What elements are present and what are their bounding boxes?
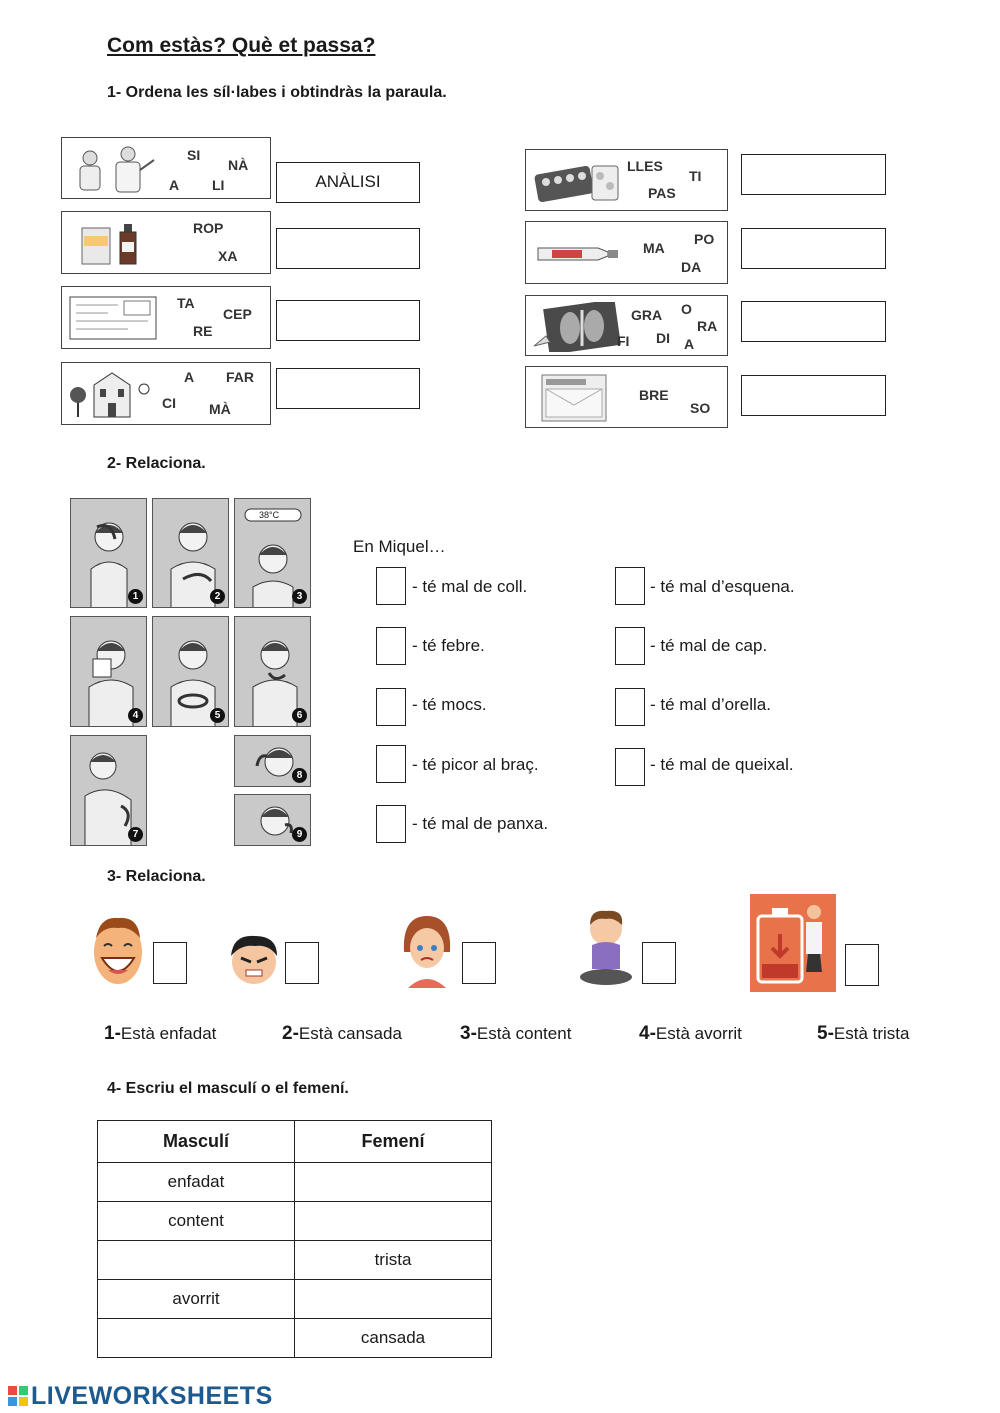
symptom-picture	[234, 498, 311, 608]
statement: - té mal de queixal.	[650, 755, 794, 774]
symptom-picture	[152, 498, 229, 608]
prescription-icon	[68, 293, 158, 343]
syllable: FI	[617, 333, 630, 349]
emotion-item	[460, 1023, 571, 1045]
picture-number: 3	[292, 589, 307, 604]
symptom-picture	[234, 794, 311, 846]
emotion-label: Està trista	[833, 1024, 910, 1043]
emotion-label: Està avorrit	[655, 1024, 742, 1043]
syllable-card	[61, 137, 271, 199]
table-cell-input[interactable]	[295, 1202, 492, 1241]
logo-grid-icon	[8, 1386, 28, 1406]
section4-heading: 4- Escriu el masculí o el femení.	[107, 1080, 349, 1097]
emotion-item	[104, 1023, 216, 1045]
emotion-item	[817, 1023, 910, 1045]
syllable: LI	[212, 177, 225, 193]
syllable: SO	[690, 400, 711, 416]
table-cell: avorrit	[98, 1280, 295, 1319]
syrup-bottle-icon	[68, 218, 158, 268]
symptom-picture	[234, 735, 311, 787]
answer-input[interactable]	[276, 300, 420, 341]
table-row	[98, 1319, 492, 1358]
syllable: DA	[681, 259, 702, 275]
emotion-label: Està cansada	[298, 1024, 402, 1043]
answer-input[interactable]	[741, 301, 886, 342]
syllable-card	[525, 221, 728, 284]
syllable-card	[61, 211, 271, 274]
syllable: TI	[689, 168, 702, 184]
syllable: O	[681, 301, 692, 317]
answer-input[interactable]	[276, 368, 420, 409]
table-cell-input[interactable]	[98, 1319, 295, 1358]
symptom-picture	[70, 735, 147, 846]
table-row	[98, 1280, 492, 1319]
picture-number: 1	[128, 589, 143, 604]
symptom-picture	[234, 616, 311, 727]
syllable: ROP	[193, 220, 224, 236]
bored-boy-icon	[578, 905, 634, 987]
statement: - té febre.	[412, 636, 485, 655]
syllable: XA	[218, 248, 238, 264]
symptom-picture	[70, 498, 147, 608]
table-cell-input[interactable]	[98, 1241, 295, 1280]
emotion-number: 3-	[460, 1023, 477, 1044]
emotion-number: 5-	[817, 1023, 834, 1044]
table-header-row	[98, 1121, 492, 1163]
table-cell-input[interactable]	[295, 1163, 492, 1202]
syllable-card	[525, 149, 728, 211]
number-box[interactable]	[642, 942, 676, 984]
number-box[interactable]	[153, 942, 187, 984]
syllable: MÀ	[209, 401, 231, 417]
table-row	[98, 1163, 492, 1202]
syllable: PAS	[648, 185, 676, 201]
emotion-label: Està enfadat	[120, 1024, 217, 1043]
pill-blister-icon	[532, 156, 622, 206]
emotion-item	[639, 1023, 742, 1045]
symptom-picture	[152, 616, 229, 727]
logo-text: LIVEWORKSHEETS	[31, 1382, 273, 1410]
syllable: RA	[697, 318, 718, 334]
pharmacy-building-icon	[68, 369, 158, 419]
picture-number: 4	[128, 708, 143, 723]
number-box[interactable]	[845, 944, 879, 986]
statement: - té mocs.	[412, 695, 487, 714]
syllable-card	[525, 366, 728, 428]
number-box[interactable]	[615, 688, 645, 726]
sad-woman-icon	[400, 912, 454, 988]
number-box[interactable]	[615, 748, 645, 786]
number-box[interactable]	[376, 745, 406, 783]
number-box[interactable]	[376, 805, 406, 843]
symptom-picture	[70, 616, 147, 727]
syllable: LLES	[627, 158, 663, 174]
syllable: FAR	[226, 369, 254, 385]
table-cell: enfadat	[98, 1163, 295, 1202]
ointment-tube-icon	[532, 228, 622, 278]
number-box[interactable]	[462, 942, 496, 984]
answer-input[interactable]	[741, 154, 886, 195]
answer-input[interactable]	[276, 228, 420, 269]
syllable: DI	[656, 330, 670, 346]
syllable: MA	[643, 240, 665, 256]
syllable: A	[184, 369, 195, 385]
number-box[interactable]	[285, 942, 319, 984]
statement: - té mal d’orella.	[650, 695, 771, 714]
syllable: RE	[193, 323, 213, 339]
gender-table	[97, 1120, 492, 1358]
emotion-label: Està content	[476, 1024, 572, 1043]
statement: - té mal d’esquena.	[650, 577, 795, 596]
section3-heading: 3- Relaciona.	[107, 868, 206, 885]
picture-number: 8	[292, 768, 307, 783]
syllable: GRA	[631, 307, 663, 323]
doctor-patient-icon	[68, 144, 158, 194]
syllable: CI	[162, 395, 176, 411]
emotion-number: 1-	[104, 1023, 121, 1044]
syllable: CEP	[223, 306, 252, 322]
syllable: BRE	[639, 387, 669, 403]
column-header: Femení	[295, 1121, 492, 1163]
section2-heading: 2- Relaciona.	[107, 455, 206, 472]
table-row	[98, 1241, 492, 1280]
syllable: A	[684, 336, 695, 352]
envelope-icon	[532, 373, 622, 423]
liveworksheets-logo	[8, 1382, 273, 1411]
statement: - té mal de cap.	[650, 636, 768, 655]
column-header: Masculí	[98, 1121, 295, 1163]
xray-icon	[532, 302, 622, 352]
syllable-card	[61, 286, 271, 349]
emotion-item	[282, 1023, 402, 1045]
answer-input[interactable]: ANÀLISI	[276, 162, 420, 203]
happy-man-icon	[90, 912, 146, 990]
table-cell: trista	[295, 1241, 492, 1280]
table-cell: cansada	[295, 1319, 492, 1358]
picture-number: 7	[128, 827, 143, 842]
number-box[interactable]	[376, 567, 406, 605]
intro-text: En Miquel…	[353, 537, 446, 556]
tired-woman-battery-icon	[750, 894, 836, 992]
syllable: A	[169, 177, 180, 193]
section1-heading: 1- Ordena les síl·labes i obtindràs la paraula.	[107, 84, 447, 101]
number-box[interactable]	[615, 627, 645, 665]
syllable-card	[525, 295, 728, 356]
statement: - té mal de panxa.	[412, 814, 549, 833]
table-row	[98, 1202, 492, 1241]
syllable: SI	[187, 147, 201, 163]
answer-input[interactable]	[741, 228, 886, 269]
emotion-number: 2-	[282, 1023, 299, 1044]
statement: - té mal de coll.	[412, 577, 528, 596]
syllable-card	[61, 362, 271, 425]
statement: - té picor al braç.	[412, 755, 539, 774]
syllable: NÀ	[228, 157, 249, 173]
number-box[interactable]	[376, 627, 406, 665]
answer-input[interactable]	[741, 375, 886, 416]
emotion-number: 4-	[639, 1023, 656, 1044]
thermometer-label: 38°C	[259, 510, 280, 520]
angry-boy-icon	[225, 930, 283, 988]
picture-number: 6	[292, 708, 307, 723]
number-box[interactable]	[615, 567, 645, 605]
table-cell-input[interactable]	[295, 1280, 492, 1319]
table-cell: content	[98, 1202, 295, 1241]
syllable: TA	[177, 295, 195, 311]
picture-number: 5	[210, 708, 225, 723]
page-title: Com estàs? Què et passa?	[107, 34, 376, 57]
picture-number: 2	[210, 589, 225, 604]
number-box[interactable]	[376, 688, 406, 726]
syllable: PO	[694, 231, 715, 247]
picture-number: 9	[292, 827, 307, 842]
